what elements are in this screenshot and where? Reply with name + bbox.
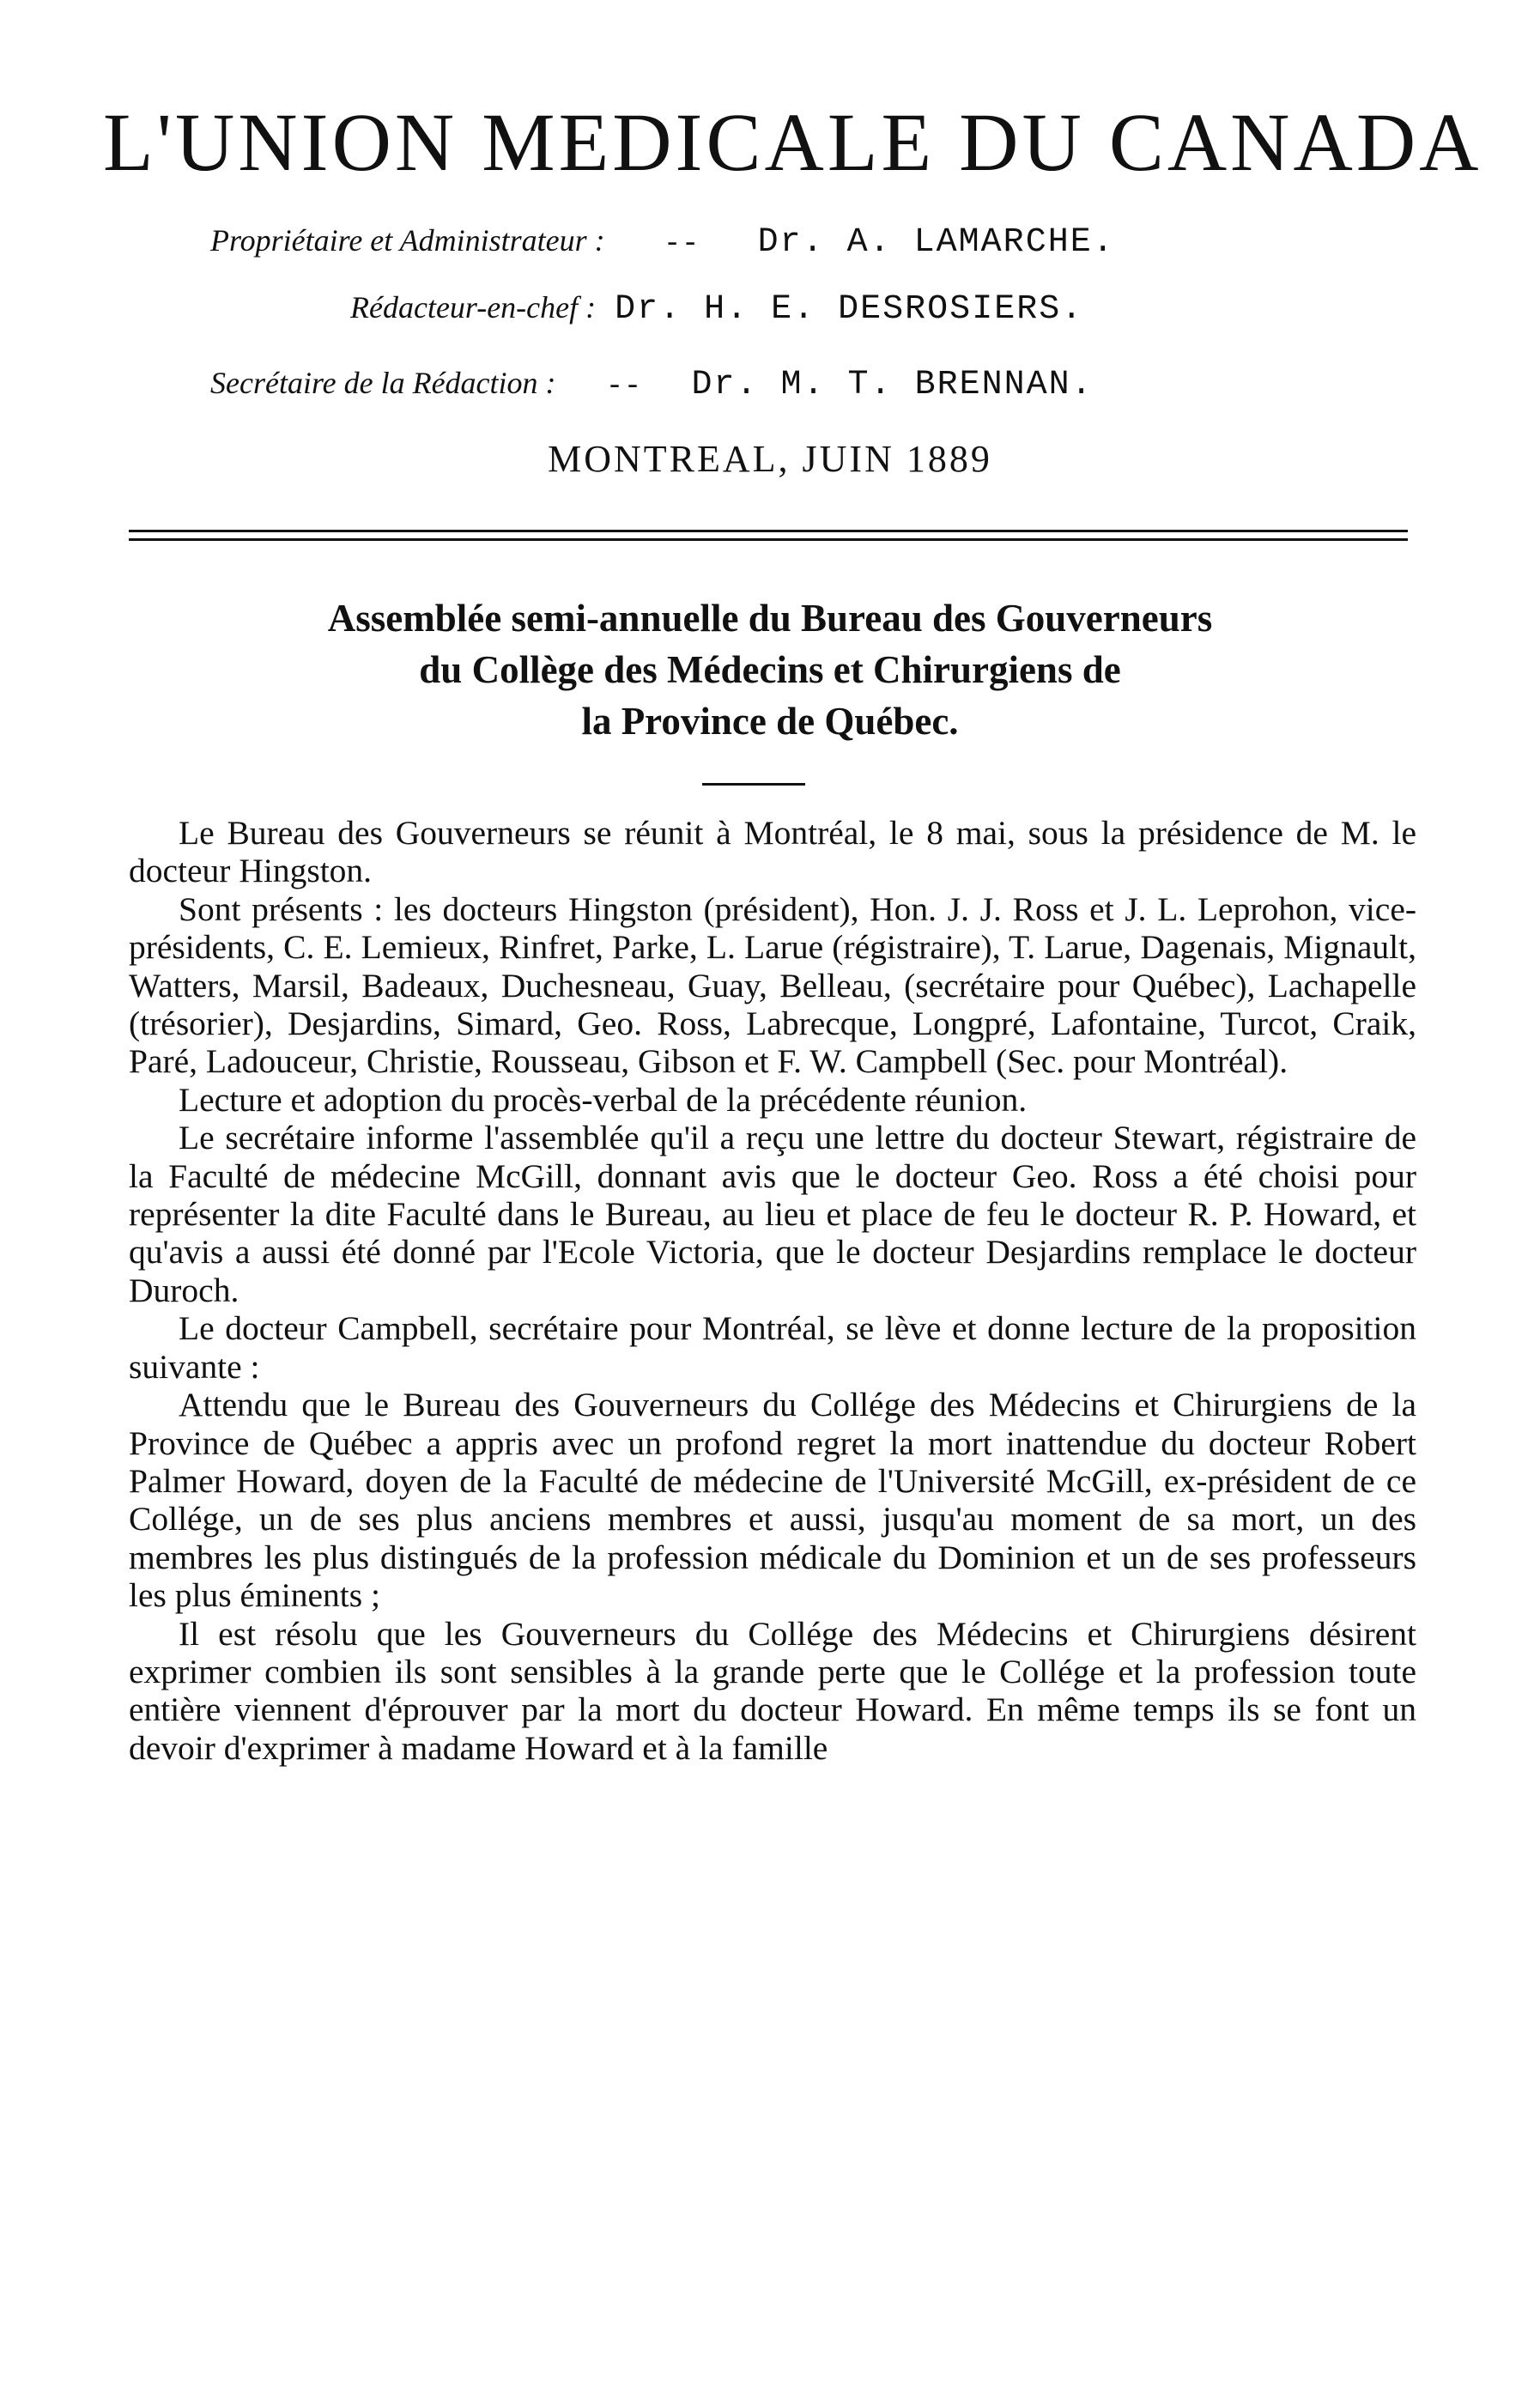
article-paragraph: Sont présents : les docteurs Hingston (président), Hon. J. J. Ross et J. L. Leprohon, vice-présidents, C. E. Lemieux, Rinfret, Parke, L. Larue (régistraire), T. Larue, Dagenais, Mignault, Watters, Marsil, Badeaux, Duchesneau, Guay, Belleau, (secrétaire pour Québec), Lachapelle (trésorier), Desjardins, Simard, Geo. Ross, Labrecque, Longpré, Lafontaine, Turcot, Craik, Paré, Ladouceur, Christie, Rousseau, Gibson et F. W. Campbell (Sec. pour Montréal). [129, 889, 1416, 1081]
staff-name-editor: Dr. H. E. DESROSIERS. [615, 290, 1084, 329]
article-heading [103, 592, 1437, 747]
article-paragraph: Le Bureau des Gouverneurs se réunit à Montréal, le 8 mai, sous la présidence de M. le docteur Hingston. [129, 814, 1416, 890]
article-paragraph: Le secrétaire informe l'assemblée qu'il a reçu une lettre du docteur Stewart, régistraire de la Faculté de médecine McGill, donnant avis que le docteur Geo. Ross a été choisi pour représenter la dite Faculté dans le Bureau, au lieu et place de feu le docteur R. P. Howard, et qu'avis a aussi été donné par l'Ecole Victoria, que le docteur Desjardins remplace le docteur Duroch. [129, 1119, 1416, 1309]
staff-row-secretary [210, 367, 1094, 403]
heading-divider [702, 783, 805, 786]
journal-masthead: L'UNION MEDICALE DU CANADA [103, 96, 1482, 188]
staff-name-secretary: Dr. M. T. BRENNAN. [691, 366, 1094, 404]
double-rule-bottom [129, 538, 1408, 541]
staff-role-editor: Rédacteur-en-chef : [350, 290, 597, 325]
double-rule-top [129, 530, 1408, 532]
staff-role-secretary: Secrétaire de la Rédaction : [210, 366, 556, 400]
staff-separator: - - [609, 366, 639, 400]
article-heading-line: du Collège des Médecins et Chirurgiens de [419, 648, 1121, 691]
dateline: MONTREAL, JUIN 1889 [548, 438, 992, 480]
article-paragraph: Attendu que le Bureau des Gouverneurs du Collége des Médecins et Chirurgiens de la Province de Québec a appris avec un profond regret la mort inattendue du docteur Robert Palmer Howard, doyen de la Faculté de médecine de l'Université McGill, ex-président de ce Collége, un de ses plus anciens membres et aussi, jusqu'au moment de sa mort, un des membres les plus distingués de la profession médicale du Dominion et un de ses professeurs les plus éminents ; [129, 1386, 1416, 1615]
staff-row-editor [350, 292, 1083, 327]
staff-role-proprietor: Propriétaire et Administrateur : [210, 223, 605, 258]
article-paragraph: Le docteur Campbell, secrétaire pour Montréal, se lève et donne lecture de la proposition suivante : [129, 1309, 1416, 1386]
staff-separator: - - [667, 223, 696, 258]
article-heading-line: la Province de Québec. [581, 700, 959, 743]
staff-name-proprietor: Dr. A. LAMARCHE. [757, 223, 1115, 262]
article-body [129, 814, 1416, 1767]
article-paragraph: Lecture et adoption du procès-verbal de la précédente réunion. [179, 1080, 1028, 1119]
article-heading-line: Assemblée semi-annuelle du Bureau des Gouverneurs [327, 597, 1213, 640]
staff-row-proprietor [210, 225, 1115, 260]
article-paragraph: Il est résolu que les Gouverneurs du Collége des Médecins et Chirurgiens désirent exprimer combien ils sont sensibles à la grande perte que le Collége et la profession toute entière viennent d'éprouver par la mort du docteur Howard. En même temps ils se font un devoir d'exprimer à madame Howard et à la famille [129, 1614, 1416, 1767]
